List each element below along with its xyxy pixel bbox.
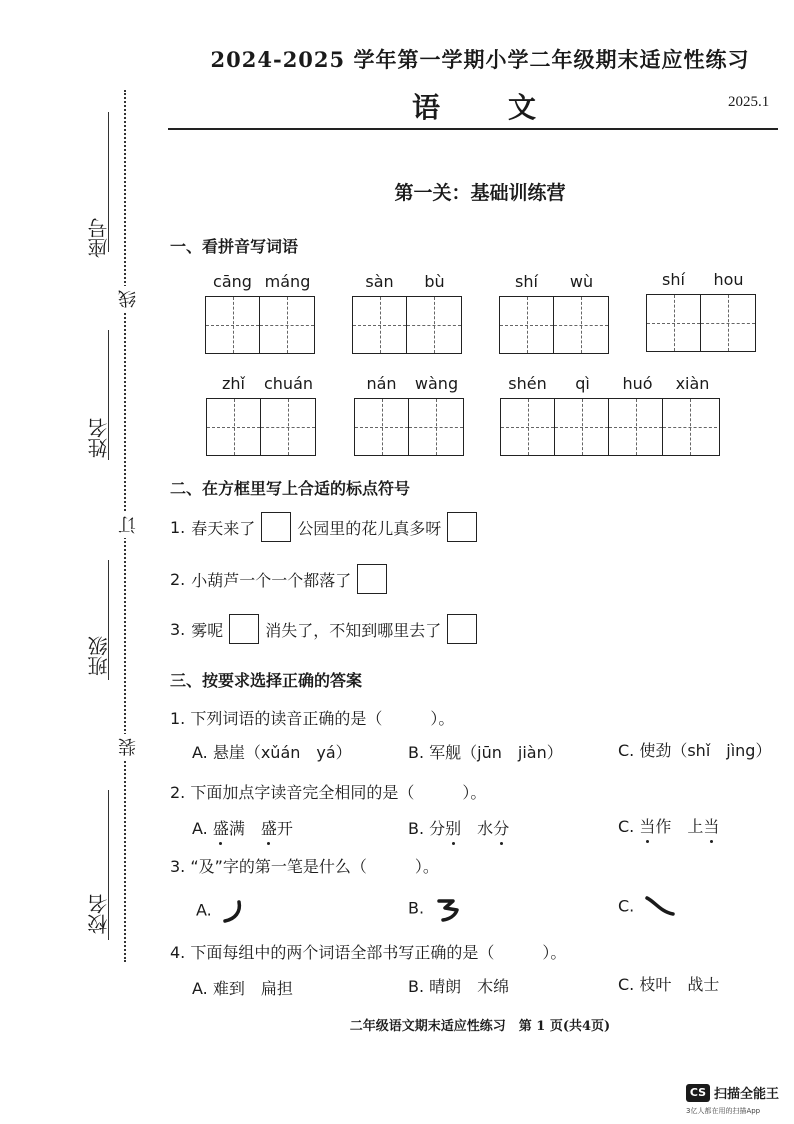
header-rule (168, 128, 778, 130)
writing-cell[interactable] (353, 297, 407, 353)
stroke-hengzhezhepie-icon (435, 896, 463, 922)
pinyin-box-2 (352, 272, 462, 354)
pinyin-box-1 (205, 272, 315, 354)
punctuation-question-3 (170, 614, 483, 644)
pinyin: bù (424, 272, 445, 291)
writing-cell[interactable] (207, 399, 261, 455)
sentence-part: 小葫芦一个一个都落了 (191, 570, 352, 590)
pinyin: shí (662, 270, 685, 289)
pinyin: huó (622, 374, 653, 393)
part3-heading: 三、按要求选择正确的答案 (170, 671, 363, 690)
pinyin: máng (264, 272, 311, 291)
q2-option-c[interactable]: C. 当作 上当 (618, 814, 719, 837)
q2-option-b[interactable]: B. 分别 水分 (408, 816, 509, 839)
answer-box[interactable] (261, 512, 291, 542)
q4-option-c[interactable]: C. 枝叶 战士 (618, 975, 720, 994)
answer-box[interactable] (229, 614, 259, 644)
pinyin: sàn (365, 272, 394, 291)
pinyin: nán (366, 374, 397, 393)
sentence-part: 雾呢 (191, 620, 224, 640)
pinyin-box-4 (646, 270, 756, 352)
seat-number-label: 座号 (87, 218, 111, 258)
pinyin: zhǐ (222, 374, 245, 393)
stroke-pie-icon (221, 898, 245, 924)
sentence-part: 消失了，不知到哪里去了 (265, 620, 442, 640)
pinyin: cāng (213, 272, 252, 291)
answer-box[interactable] (447, 512, 477, 542)
writing-cell[interactable] (555, 399, 609, 455)
answer-box[interactable] (357, 564, 387, 594)
pinyin: qì (575, 374, 590, 393)
writing-cell[interactable] (261, 399, 315, 455)
q1-option-b[interactable]: B. 军舰（jūn jiàn） (408, 743, 563, 762)
sentence-part: 公园里的花儿真多呀 (297, 518, 442, 538)
writing-cell[interactable] (355, 399, 409, 455)
scanner-watermark (686, 1082, 779, 1116)
exam-date: 2025.1 (728, 94, 770, 110)
pinyin: shí (515, 272, 538, 291)
q4-option-a[interactable]: A. 难到 扁担 (192, 979, 293, 998)
writing-cell[interactable] (409, 399, 463, 455)
writing-cell[interactable] (206, 297, 260, 353)
question-1-stem: 1. 下列词语的读音正确的是（ ）。 (170, 709, 455, 728)
question-2-stem: 2. 下面加点字读音完全相同的是（ ）。 (170, 783, 487, 802)
exam-title: 2024-2025 学年第一学期小学二年级期末适应性练习 (210, 47, 750, 72)
binding-mark-line: 线 (116, 286, 142, 312)
pinyin-box-5 (206, 374, 316, 456)
stroke-na-icon (643, 894, 677, 920)
pinyin-box-7 (500, 374, 720, 456)
punctuation-question-1 (170, 512, 483, 542)
pinyin: wù (569, 272, 594, 291)
pinyin: shén (508, 374, 547, 393)
part1-heading: 一、看拼音写词语 (170, 237, 299, 256)
watermark-name: 扫描全能王 (714, 1087, 780, 1102)
camscanner-logo-icon: CS (686, 1084, 710, 1102)
pinyin-box-6 (354, 374, 464, 456)
watermark-tagline: 3亿人都在用的扫描App (686, 1107, 761, 1115)
question-number: 1. (170, 517, 186, 537)
name-label: 姓名 (87, 418, 111, 458)
punctuation-question-2 (170, 564, 393, 594)
binding-mark-bind: 装 (116, 734, 142, 760)
q3-option-b[interactable]: B. (408, 896, 463, 922)
question-number: 2. (170, 569, 186, 589)
question-3-stem: 3. “及”字的第一笔是什么（ ）。 (170, 857, 439, 876)
q4-option-b[interactable]: B. 晴朗 木绵 (408, 977, 510, 996)
pinyin-box-3 (499, 272, 609, 354)
writing-cell[interactable] (500, 297, 554, 353)
writing-cell[interactable] (663, 399, 717, 455)
writing-cell[interactable] (407, 297, 461, 353)
writing-cell[interactable] (501, 399, 555, 455)
writing-cell[interactable] (554, 297, 608, 353)
writing-cell[interactable] (260, 297, 314, 353)
question-number: 3. (170, 619, 186, 639)
q1-option-c[interactable]: C. 使劲（shǐ jìng） (618, 741, 772, 760)
school-label: 校名 (87, 894, 111, 934)
class-label: 班级 (87, 636, 111, 676)
pinyin: hou (713, 270, 744, 289)
binding-mark-staple: 订 (116, 512, 142, 538)
part2-heading: 二、在方框里写上合适的标点符号 (170, 479, 411, 498)
q2-option-a[interactable]: A. 盛满 盛开 (192, 816, 293, 839)
question-4-stem: 4. 下面每组中的两个词语全部书写正确的是（ ）。 (170, 943, 567, 962)
writing-cell[interactable] (609, 399, 663, 455)
sentence-part: 春天来了 (191, 518, 256, 538)
q3-option-c[interactable]: C. (618, 894, 677, 920)
subject-title: 语文 (412, 91, 605, 124)
pinyin: chuán (263, 374, 314, 393)
section-title: 第一关：基础训练营 (394, 182, 566, 204)
pinyin: wàng (414, 374, 459, 393)
writing-cell[interactable] (647, 295, 701, 351)
pinyin: xiàn (675, 374, 710, 393)
page-footer: 二年级语文期末适应性练习 第 1 页(共4页) (349, 1019, 611, 1034)
q1-option-a[interactable]: A. 悬崖（xǔán yá） (192, 743, 352, 762)
writing-cell[interactable] (701, 295, 755, 351)
answer-box[interactable] (447, 614, 477, 644)
q3-option-a[interactable]: A. (196, 898, 245, 924)
